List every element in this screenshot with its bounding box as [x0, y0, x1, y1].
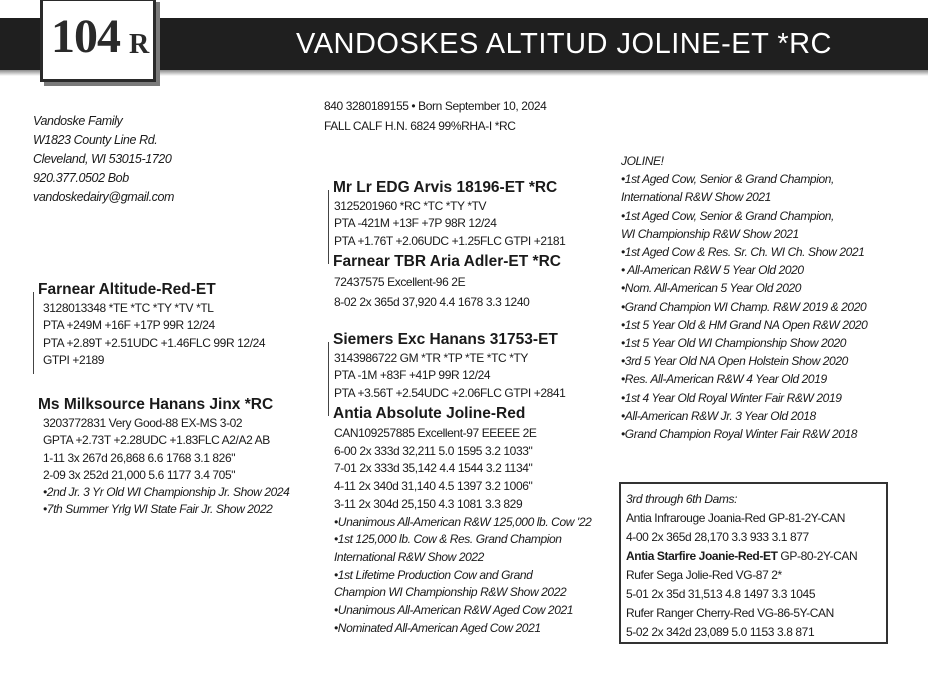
dam-dam-line: 4-11 2x 340d 31,140 4.5 1397 3.2 1006" — [334, 479, 533, 494]
extended-dam-text: Rufer Ranger Cherry-Red VG-86-5Y-CAN — [626, 606, 834, 620]
dam-dam-line: 6-00 2x 333d 32,211 5.0 1595 3.2 1033" — [334, 443, 533, 458]
extended-dam-line — [626, 528, 857, 547]
dam-sire-line: 3143986722 GM *TR *TP *TE *TC *TY — [334, 351, 528, 365]
pedigree-bracket — [328, 190, 329, 264]
joline-notes — [621, 152, 867, 443]
joline-note: WI Championship R&W Show 2021 — [621, 226, 799, 241]
animal-title: VANDOSKES ALTITUD JOLINE-ET *RC — [296, 28, 832, 60]
joline-note: •Nom. All-American 5 Year Old 2020 — [621, 281, 802, 296]
sire-dam-line: 8-02 2x 365d 37,920 4.4 1678 3.3 1240 — [334, 295, 530, 309]
joline-note: •Res. All-American R&W 4 Year Old 2019 — [621, 372, 827, 387]
lot-number: 104 — [51, 10, 120, 63]
joline-note: • All-American R&W 5 Year Old 2020 — [621, 263, 804, 278]
dam-dam-award: •Nominated All-American Aged Cow 2021 — [334, 620, 541, 635]
joline-note: •1st Aged Cow & Res. Sr. Ch. WI Ch. Show 2021 — [621, 245, 865, 260]
dam-dam-line: CAN109257885 Excellent-97 EEEEE 2E — [334, 426, 537, 440]
extended-dam-line — [626, 566, 857, 585]
dam-dam-award: Champion WI Championship R&W Show 2022 — [334, 585, 567, 600]
dam-dam-line: 7-01 2x 333d 35,142 4.4 1544 3.2 1134" — [334, 461, 533, 476]
dam-award: •2nd Jr. 3 Yr Old WI Championship Jr. Show 2024 — [43, 485, 290, 500]
dam-dam-details — [334, 425, 591, 637]
dam-sire-name: Siemers Exc Hanans 31753-ET — [333, 331, 558, 348]
dam-line: 1-11 3x 267d 26,868 6.6 1768 3.1 826" — [43, 450, 236, 465]
dam-dam-award: •Unanimous All-American R&W Aged Cow 2021 — [334, 603, 574, 618]
extended-dam-line — [626, 585, 857, 604]
sire-sire-details — [334, 198, 565, 250]
extended-dam-text: Rufer Sega Jolie-Red VG-87 2* — [626, 568, 782, 582]
registration-line: FALL CALF H.N. 6824 99%RHA-I *RC — [324, 119, 516, 133]
sire-line: 3128013348 *TE *TC *TY *TV *TL — [43, 301, 214, 315]
extended-dam-text: 4-00 2x 365d 28,170 3.3 933 3.1 877 — [626, 530, 809, 544]
consignor-address: W1823 County Line Rd. — [33, 133, 158, 147]
joline-title: JOLINE! — [621, 154, 664, 168]
dam-dam-award: •1st 125,000 lb. Cow & Res. Grand Champion — [334, 532, 562, 547]
joline-note: •All-American R&W Jr. 3 Year Old 2018 — [621, 408, 816, 423]
dam-dam-award: International R&W Show 2022 — [334, 549, 484, 564]
dam-line: 3203772831 Very Good-88 EX-MS 3-02 — [43, 416, 243, 430]
consignor-name: Vandoske Family — [33, 114, 123, 128]
extended-dam-text: GP-80-2Y-CAN — [777, 549, 858, 563]
joline-note: •1st 4 Year Old Royal Winter Fair R&W 2019 — [621, 390, 842, 405]
dam-details — [43, 415, 289, 519]
joline-note: •1st Aged Cow, Senior & Grand Champion, — [621, 208, 834, 223]
extended-dams-list — [626, 490, 857, 642]
extended-dam-line — [626, 623, 857, 642]
extended-dams-title: 3rd through 6th Dams: — [626, 492, 737, 506]
dam-sire-line: PTA +3.56T +2.54UDC +2.06FLC GTPI +2841 — [334, 385, 566, 400]
dam-sire-details — [334, 350, 565, 402]
lot-number-box — [40, 0, 156, 82]
consignor-city: Cleveland, WI 53015-1720 — [33, 152, 172, 166]
dam-dam-name: Antia Absolute Joline-Red — [333, 405, 526, 422]
extended-dam-bold-name: Antia Starfire Joanie-Red-ET — [626, 549, 778, 563]
dam-dam-line: 3-11 2x 304d 25,150 4.3 1081 3.3 829 — [334, 496, 523, 511]
sire-sire-line: PTA +1.76T +2.06UDC +1.25FLC GTPI +2181 — [334, 233, 566, 248]
joline-note: •1st 5 Year Old WI Championship Show 2020 — [621, 336, 847, 351]
sire-dam-name: Farnear TBR Aria Adler-ET *RC — [333, 253, 561, 270]
pedigree-bracket — [328, 342, 329, 416]
sire-sire-name: Mr Lr EDG Arvis 18196-ET *RC — [333, 179, 558, 196]
joline-note: •Grand Champion Royal Winter Fair R&W 2018 — [621, 427, 858, 442]
sire-line: PTA +2.89T +2.51UDC +1.46FLC 99R 12/24 — [43, 335, 266, 350]
extended-dam-line — [626, 547, 857, 566]
consignor-email: vandoskedairy@gmail.com — [33, 190, 175, 204]
joline-note: International R&W Show 2021 — [621, 190, 771, 205]
extended-dam-text: 5-01 2x 35d 31,513 4.8 1497 3.3 1045 — [626, 587, 816, 601]
sire-sire-line: 3125201960 *RC *TC *TY *TV — [334, 199, 487, 213]
extended-dam-text: Antia Infrarouge Joania-Red GP-81-2Y-CAN — [626, 511, 846, 525]
joline-note: •1st 5 Year Old & HM Grand NA Open R&W 2020 — [621, 317, 868, 332]
sire-line: GTPI +2189 — [43, 352, 105, 367]
registration-line: 840 3280189155 • Born September 10, 2024 — [324, 99, 547, 113]
extended-dam-line — [626, 509, 857, 528]
pedigree-bracket — [33, 292, 34, 374]
sire-line: PTA +249M +16F +17P 99R 12/24 — [43, 318, 215, 333]
dam-line: GPTA +2.73T +2.28UDC +1.83FLC A2/A2 AB — [43, 433, 270, 448]
sire-name: Farnear Altitude-Red-ET — [38, 281, 216, 298]
dam-name: Ms Milksource Hanans Jinx *RC — [38, 396, 274, 413]
consignor-block — [33, 112, 174, 207]
sire-details — [43, 300, 265, 369]
dam-dam-award: •1st Lifetime Production Cow and Grand — [334, 567, 533, 582]
sire-sire-line: PTA -421M +13F +7P 98R 12/24 — [334, 216, 497, 231]
joline-note: •1st Aged Cow, Senior & Grand Champion, — [621, 172, 834, 187]
dam-sire-line: PTA -1M +83F +41P 99R 12/24 — [334, 368, 491, 383]
dam-line: 2-09 3x 252d 21,000 5.6 1177 3.4 705" — [43, 467, 236, 482]
lot-suffix: R — [129, 29, 150, 60]
sire-dam-line: 72437575 Excellent-96 2E — [334, 275, 466, 289]
sire-dam-details — [334, 272, 529, 312]
joline-note: •3rd 5 Year Old NA Open Holstein Show 2020 — [621, 354, 848, 369]
dam-award: •7th Summer Yrlg WI State Fair Jr. Show 2022 — [43, 502, 273, 517]
joline-note: •Grand Champion WI Champ. R&W 2019 & 2020 — [621, 299, 867, 314]
registration-block — [324, 96, 546, 136]
dam-dam-award: •Unanimous All-American R&W 125,000 lb. Cow '22 — [334, 514, 592, 529]
extended-dam-text: 5-02 2x 342d 23,089 5.0 1153 3.8 871 — [626, 625, 815, 639]
consignor-phone: 920.377.0502 Bob — [33, 171, 129, 185]
extended-dam-line — [626, 604, 857, 623]
